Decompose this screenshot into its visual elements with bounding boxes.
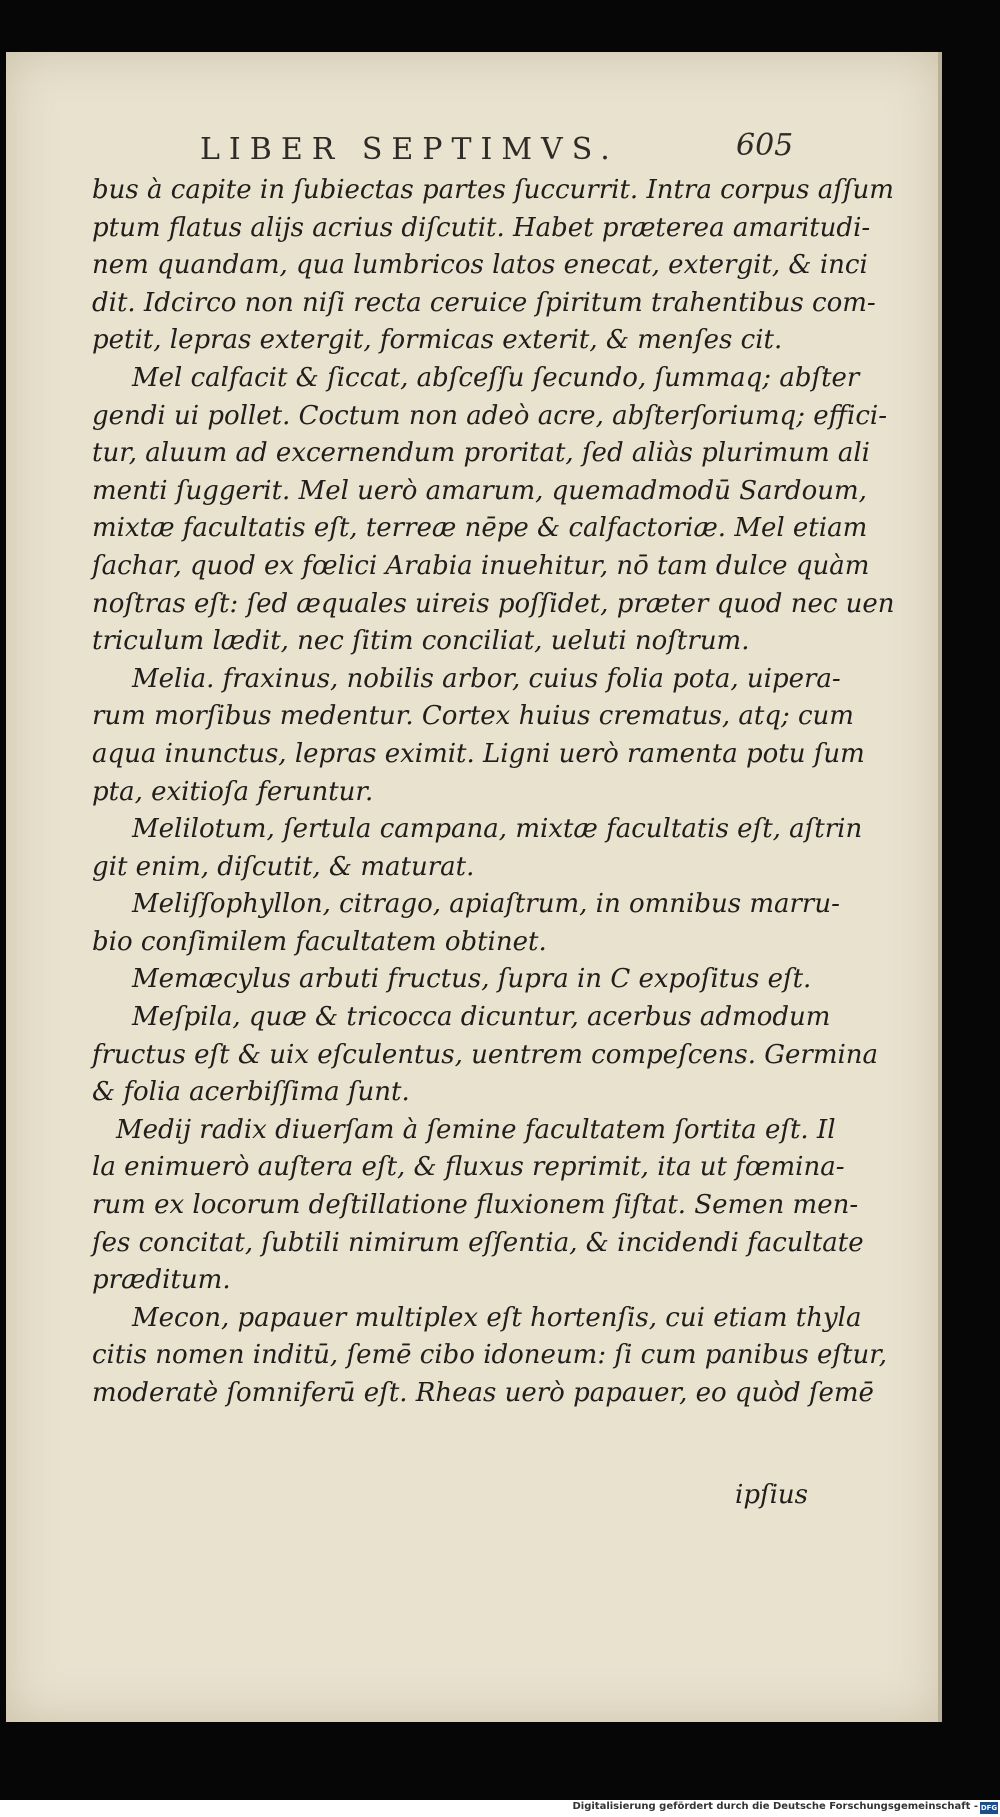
text-line: Meſpila, quæ & tricocca dicuntur, acerbus admodum	[132, 1002, 831, 1033]
text-line: menti ſuggerit. Mel uerò amarum, quemadmodū Sardoum,	[92, 475, 867, 506]
text-line: ptum flatus alijs acrius diſcutit. Habet præterea amaritudi-	[92, 212, 871, 243]
dfg-logo-icon: DFG	[980, 1804, 998, 1812]
text-line: Mecon, papauer multiplex eſt hortenſis, cui etiam thyla	[132, 1302, 862, 1333]
text-line: pta, exitioſa feruntur.	[92, 776, 374, 807]
text-line: rum morſibus medentur. Cortex huius crematus, atq; cum	[92, 701, 854, 732]
text-line: git enim, diſcutit, & maturat.	[92, 851, 475, 882]
running-head: LIBER SEPTIMVS.	[200, 132, 619, 167]
text-line: Memæcylus arbuti fructus, ſupra in C expoſitus eſt.	[132, 964, 812, 995]
text-line: Meliſſophyllon, citrago, apiaſtrum, in omnibus marru-	[132, 889, 840, 920]
text-line: petit, lepras extergit, formicas exterit, & menſes cit.	[92, 325, 783, 356]
text-line: ſachar, quod ex fœlici Arabia inuehitur, nō tam dulce quàm	[92, 550, 870, 581]
text-line: rum ex locorum deſtillatione fluxionem ſiſtat. Semen men-	[92, 1190, 859, 1221]
text-line: gendi ui pollet. Coctum non adeò acre, abſterſoriumq; effici-	[92, 400, 888, 431]
text-line: aqua inunctus, lepras eximit. Ligni uerò ramenta potu ſum	[92, 738, 865, 769]
page-number: 605	[736, 128, 794, 163]
text-line: noſtras eſt: ſed æquales uireis poſſidet, præter quod nec uen	[92, 588, 895, 619]
text-block	[92, 172, 895, 1413]
text-line: Medij radix diuerſam à ſemine facultatem ſortita eſt. Il	[116, 1114, 836, 1145]
text-line: la enimuerò auſtera eſt, & fluxus reprimit, ita ut fœmina-	[92, 1152, 845, 1183]
catchword: ipſius	[735, 1480, 808, 1510]
text-line: citis nomen inditū, ſemē cibo idoneum: ſi cum panibus eſtur,	[92, 1340, 888, 1371]
text-line: mixtæ facultatis eſt, terreæ nēpe & calfactoriæ. Mel etiam	[92, 513, 868, 544]
text-line: & folia acerbiſſima ſunt.	[92, 1077, 410, 1108]
text-line: bio conſimilem facultatem obtinet.	[92, 926, 547, 957]
text-line: Melilotum, ſertula campana, mixtæ facultatis eſt, aſtrin	[132, 814, 863, 845]
text-line: bus à capite in ſubiectas partes ſuccurrit. Intra corpus aſſum	[92, 175, 894, 205]
page-edge	[938, 52, 942, 1722]
text-line: dit. Idcirco non niſi recta ceruice ſpiritum trahentibus com-	[92, 287, 876, 318]
text-line: tur, aluum ad excernendum proritat, ſed aliàs plurimum ali	[92, 438, 870, 469]
text-line: triculum lædit, nec ſitim conciliat, ueluti noſtrum.	[92, 626, 750, 657]
text-line: Mel calfacit & ſiccat, abſceſſu ſecundo, ſummaq; abſter	[132, 362, 860, 393]
text-line: ſes concitat, ſubtili nimirum eſſentia, & incidendi facultate	[92, 1227, 864, 1258]
text-line: moderatè ſomniferū eſt. Rheas uerò papauer, eo quòd ſemē	[92, 1378, 874, 1408]
text-line: Melia. fraxinus, nobilis arbor, cuius folia pota, uipera-	[132, 663, 841, 694]
text-line: fructus eſt & uix eſculentus, uentrem compeſcens. Germina	[92, 1039, 879, 1070]
text-line: præditum.	[92, 1265, 231, 1296]
text-line: nem quandam, qua lumbricos latos enecat, extergit, & inci	[92, 250, 868, 281]
footer-credit: Digitalisierung gefördert durch die Deutsche Forschungsgemeinschaft -	[572, 1801, 978, 1812]
